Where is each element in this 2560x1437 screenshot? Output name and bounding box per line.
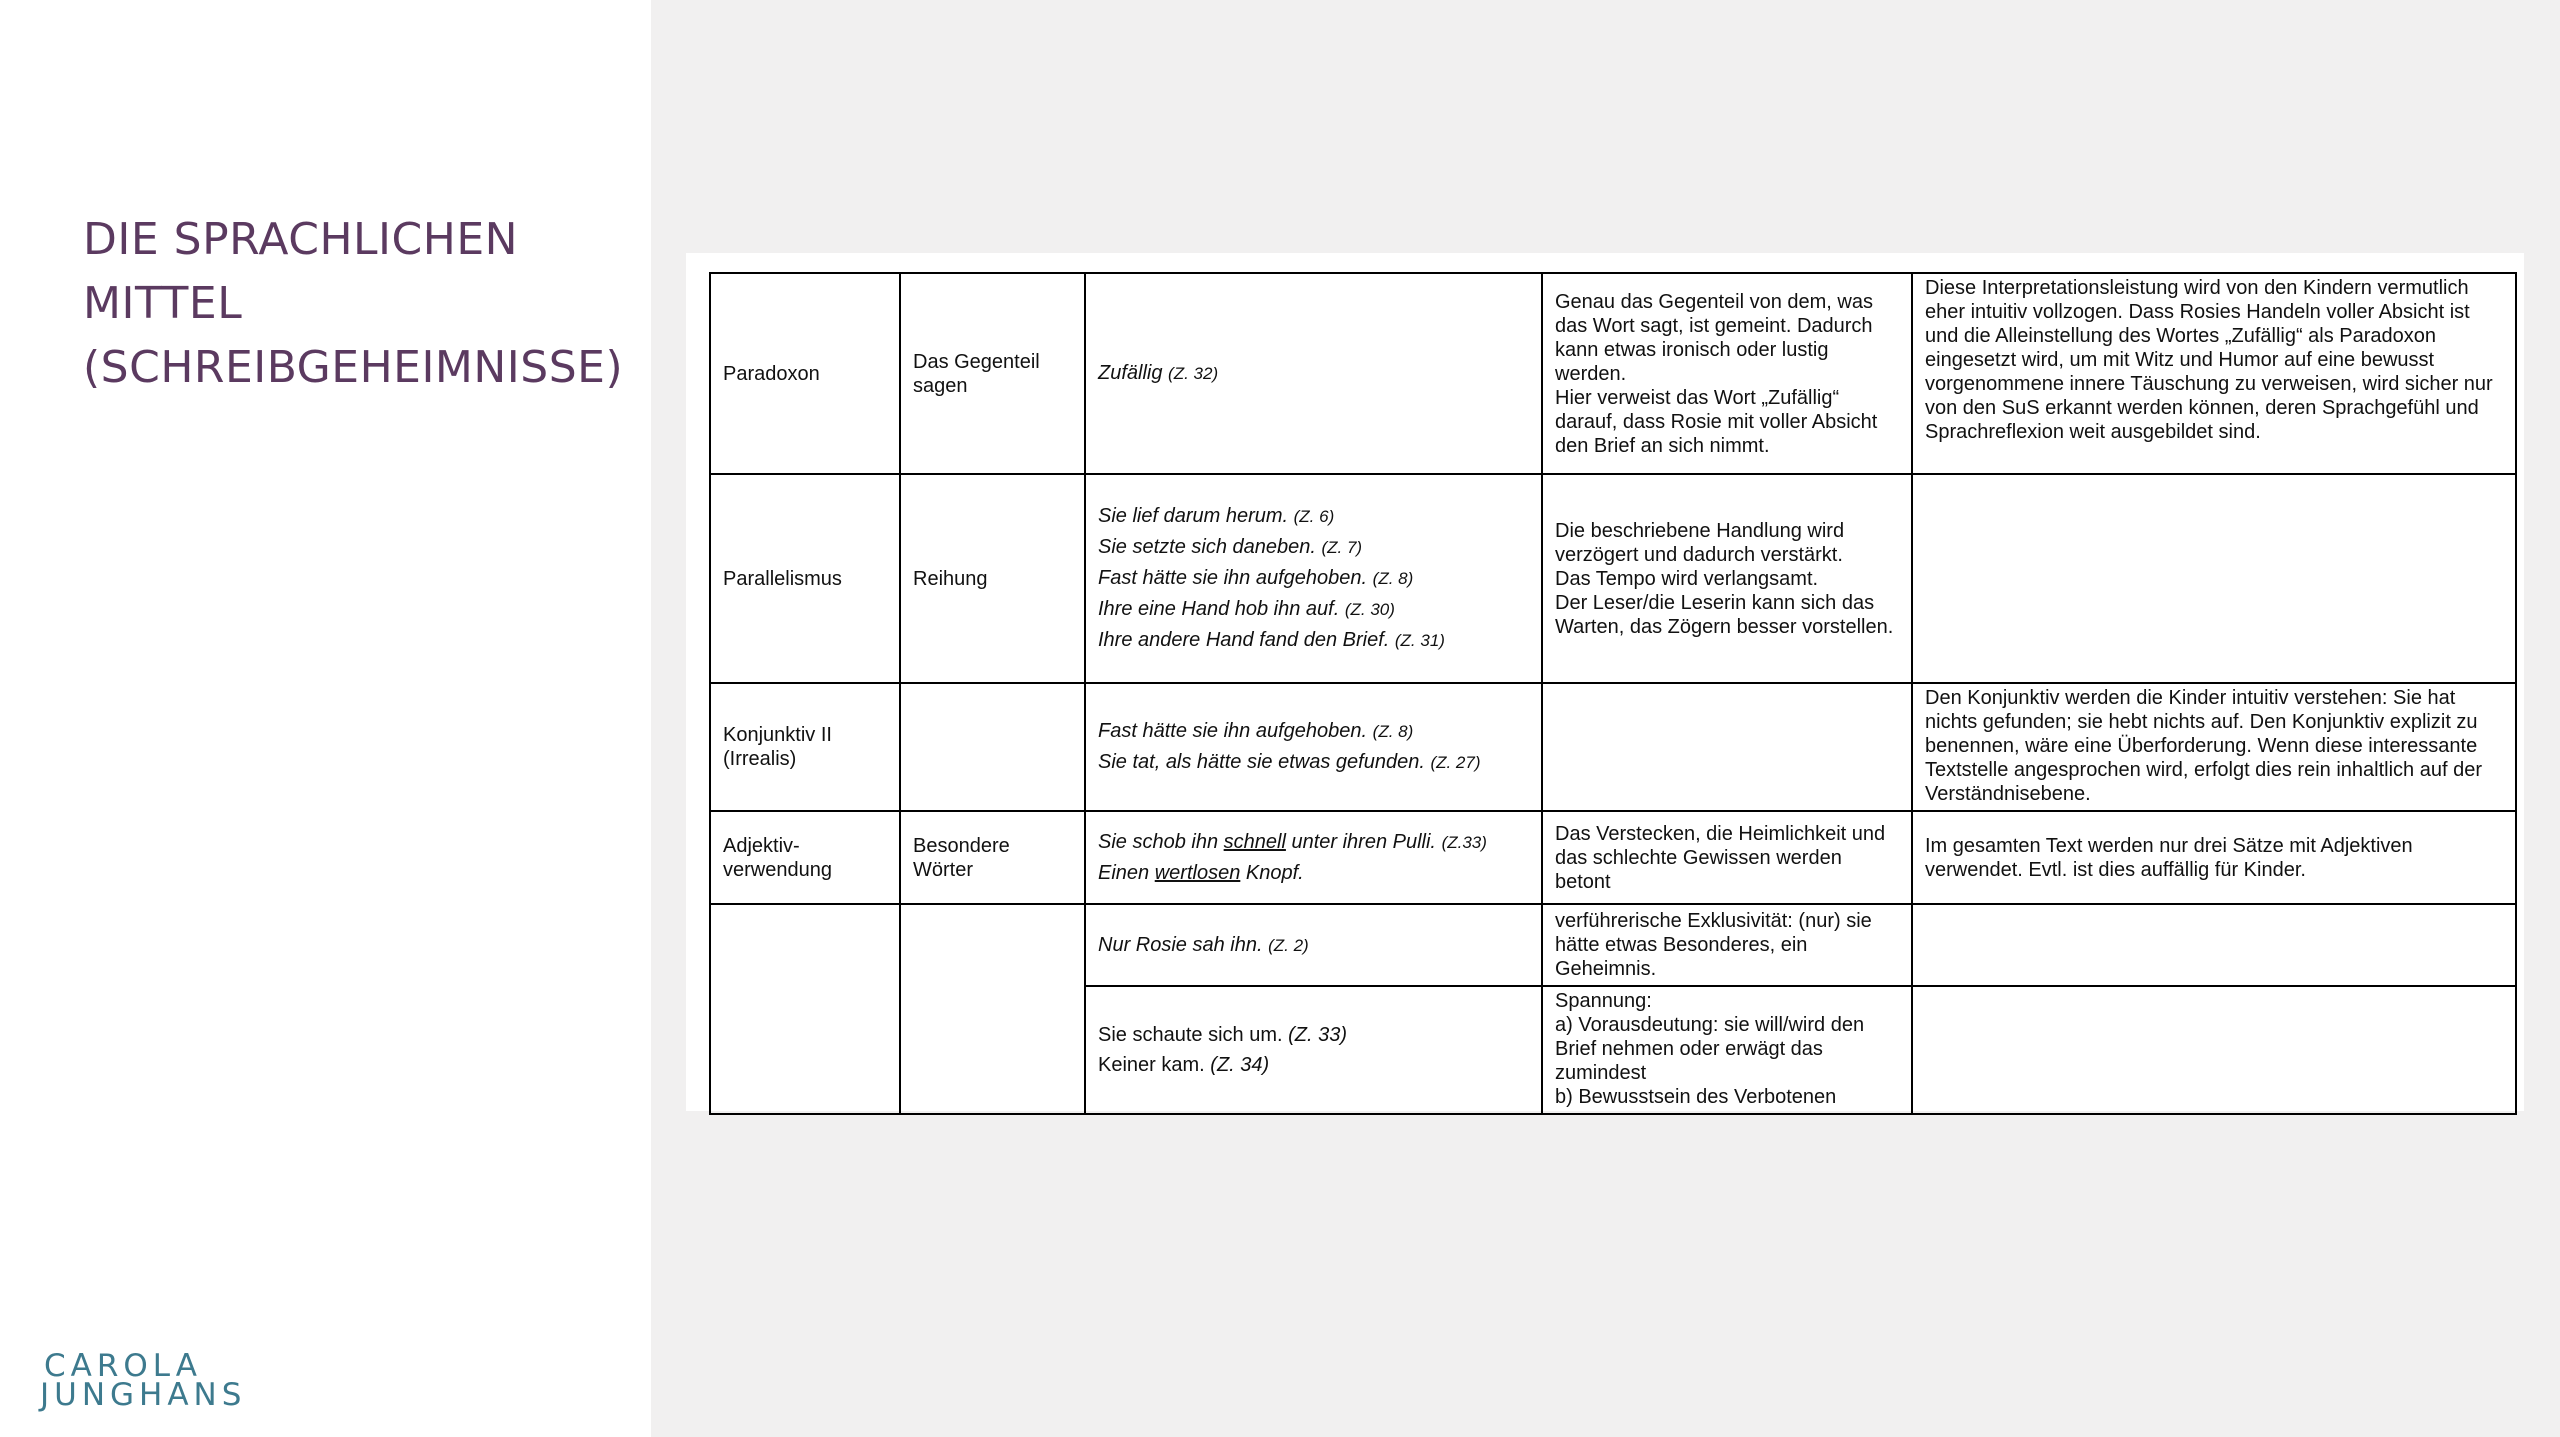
table-row bbox=[710, 811, 2516, 904]
example-text: Sie schob ihn bbox=[1098, 831, 1219, 853]
table-image bbox=[686, 253, 2524, 1111]
cell-beispiele bbox=[1085, 683, 1542, 811]
line-ref: (Z.33) bbox=[1441, 833, 1487, 852]
example-line bbox=[1098, 719, 1529, 744]
cell-beschreibung: Besondere Wörter bbox=[900, 811, 1085, 904]
line-ref: (Z. 33) bbox=[1288, 1024, 1347, 1046]
example-text: Sie tat, als hätte sie etwas gefunden. bbox=[1098, 751, 1425, 773]
left-panel bbox=[0, 0, 651, 1437]
example-line bbox=[1098, 566, 1529, 591]
example-text: Nur Rosie sah ihn. bbox=[1098, 933, 1263, 956]
example-text: Ihre eine Hand hob ihn auf. bbox=[1098, 598, 1340, 620]
example-line bbox=[1098, 535, 1529, 560]
cell-kommentar: Diese Interpretationsleistung wird von den Kindern vermutlich eher intuitiv vollzogen. Dass Rosies Handeln voller Absicht ist und die Alleinstellung des Wortes „Zufällig“ als Paradoxon eingesetzt wird, um mit Witz und Humor auf eine bewusst vorgenommene innere Täuschung zu verweisen, wird sicher nur von den SuS erkannt werden können, deren Sprachgefühl und Sprachreflexion weit ausgebildet sind. bbox=[1912, 273, 2516, 474]
example-line bbox=[1098, 750, 1529, 775]
cell-kommentar bbox=[1912, 986, 2516, 1114]
cell-wirkung: Die beschriebene Handlung wird verzögert und dadurch verstärkt. Das Tempo wird verlangsamt. Der Leser/die Leserin kann sich das Warten, das Zögern besser vorstellen. bbox=[1542, 474, 1912, 683]
example-text: Einen bbox=[1098, 862, 1150, 884]
brand-logo bbox=[40, 1348, 247, 1413]
example-line bbox=[1098, 933, 1529, 958]
line-ref: (Z. 8) bbox=[1372, 722, 1414, 741]
slide-title-line: DIE SPRACHLICHEN bbox=[83, 214, 519, 265]
line-ref: (Z. 2) bbox=[1268, 935, 1309, 955]
cell-mittel bbox=[710, 904, 900, 1114]
line-ref: (Z. 32) bbox=[1168, 364, 1219, 383]
cell-wirkung: Das Verstecken, die Heimlichkeit und das schlechte Gewissen werden betont bbox=[1542, 811, 1912, 904]
brand-line: CAROLA bbox=[44, 1348, 202, 1384]
underlined-adjective: wertlosen bbox=[1154, 862, 1241, 884]
cell-beispiele bbox=[1085, 904, 1542, 986]
cell-beispiele bbox=[1085, 811, 1542, 904]
table-row bbox=[710, 904, 2516, 986]
cell-kommentar: Den Konjunktiv werden die Kinder intuitiv verstehen: Sie hat nichts gefunden; sie hebt nichts auf. Den Konjunktiv explizit zu benennen, wäre eine Überforderung. Wenn diese interessante Textstelle angesprochen wird, erfolgt dies rein inhaltlich auf der Verständnisebene. bbox=[1912, 683, 2516, 811]
example-line bbox=[1098, 1053, 1529, 1077]
example-line bbox=[1098, 597, 1529, 622]
cell-beschreibung: Reihung bbox=[900, 474, 1085, 683]
cell-beispiele bbox=[1085, 474, 1542, 683]
cell-wirkung: Spannung: a) Vorausdeutung: sie will/wird den Brief nehmen oder erwägt das zumindest b) Bewusstsein des Verbotenen bbox=[1542, 986, 1912, 1114]
cell-wirkung: Genau das Gegenteil von dem, was das Wort sagt, ist gemeint. Dadurch kann etwas ironisch oder lustig werden. Hier verweist das Wort „Zufällig“ darauf, dass Rosie mit voller Absicht den Brief an sich nimmt. bbox=[1542, 273, 1912, 474]
example-text: Fast hätte sie ihn aufgehoben. bbox=[1098, 567, 1368, 589]
cell-wirkung bbox=[1542, 683, 1912, 811]
cell-beschreibung bbox=[900, 904, 1085, 1114]
example-text: Ihre andere Hand fand den Brief. bbox=[1098, 629, 1390, 651]
example-text: Zufällig bbox=[1098, 362, 1163, 384]
example-text: unter ihren Pulli. bbox=[1291, 831, 1436, 853]
example-text: Sie setzte sich daneben. bbox=[1098, 536, 1316, 558]
table-row bbox=[710, 273, 2516, 474]
table-row bbox=[710, 474, 2516, 683]
example-text: Sie lief darum herum. bbox=[1098, 505, 1289, 527]
underlined-adjective: schnell bbox=[1223, 831, 1286, 853]
cell-mittel: Parallelismus bbox=[710, 474, 900, 683]
line-ref: (Z. 7) bbox=[1321, 538, 1363, 557]
example-text: Sie schaute sich um. bbox=[1098, 1024, 1283, 1046]
cell-beispiele bbox=[1085, 986, 1542, 1114]
cell-beschreibung: Das Gegenteil sagen bbox=[900, 273, 1085, 474]
cell-beispiele bbox=[1085, 273, 1542, 474]
cell-kommentar: Im gesamten Text werden nur drei Sätze mit Adjektiven verwendet. Evtl. ist dies auffällig für Kinder. bbox=[1912, 811, 2516, 904]
example-text: Knopf. bbox=[1245, 862, 1304, 884]
line-ref: (Z. 6) bbox=[1293, 507, 1335, 526]
example-line bbox=[1098, 361, 1529, 386]
line-ref: (Z. 31) bbox=[1394, 631, 1445, 650]
brand-line: JUNGHANS bbox=[40, 1377, 247, 1413]
example-line bbox=[1098, 628, 1529, 653]
cell-mittel: Adjektiv-verwendung bbox=[710, 811, 900, 904]
example-text: Fast hätte sie ihn aufgehoben. bbox=[1098, 720, 1368, 742]
example-text: Keiner kam. bbox=[1098, 1054, 1205, 1076]
example-line bbox=[1098, 1023, 1529, 1047]
table-row bbox=[710, 683, 2516, 811]
slide-title bbox=[83, 208, 623, 400]
cell-mittel: Konjunktiv II (Irrealis) bbox=[710, 683, 900, 811]
stylistic-devices-table bbox=[709, 272, 2517, 1115]
cell-beschreibung bbox=[900, 683, 1085, 811]
cell-kommentar bbox=[1912, 474, 2516, 683]
line-ref: (Z. 30) bbox=[1344, 600, 1395, 619]
line-ref: (Z. 8) bbox=[1372, 569, 1414, 588]
example-line bbox=[1098, 861, 1529, 885]
line-ref: (Z. 27) bbox=[1430, 753, 1481, 772]
slide-title-line: (SCHREIBGEHEIMNISSE) bbox=[83, 342, 624, 393]
cell-wirkung: verführerische Exklusivität: (nur) sie hätte etwas Besonderes, ein Geheimnis. bbox=[1542, 904, 1912, 986]
slide-title-line: MITTEL bbox=[83, 278, 243, 329]
line-ref: (Z. 34) bbox=[1210, 1054, 1270, 1076]
cell-kommentar bbox=[1912, 904, 2516, 986]
example-line bbox=[1098, 830, 1529, 855]
cell-mittel: Paradoxon bbox=[710, 273, 900, 474]
example-line bbox=[1098, 504, 1529, 529]
